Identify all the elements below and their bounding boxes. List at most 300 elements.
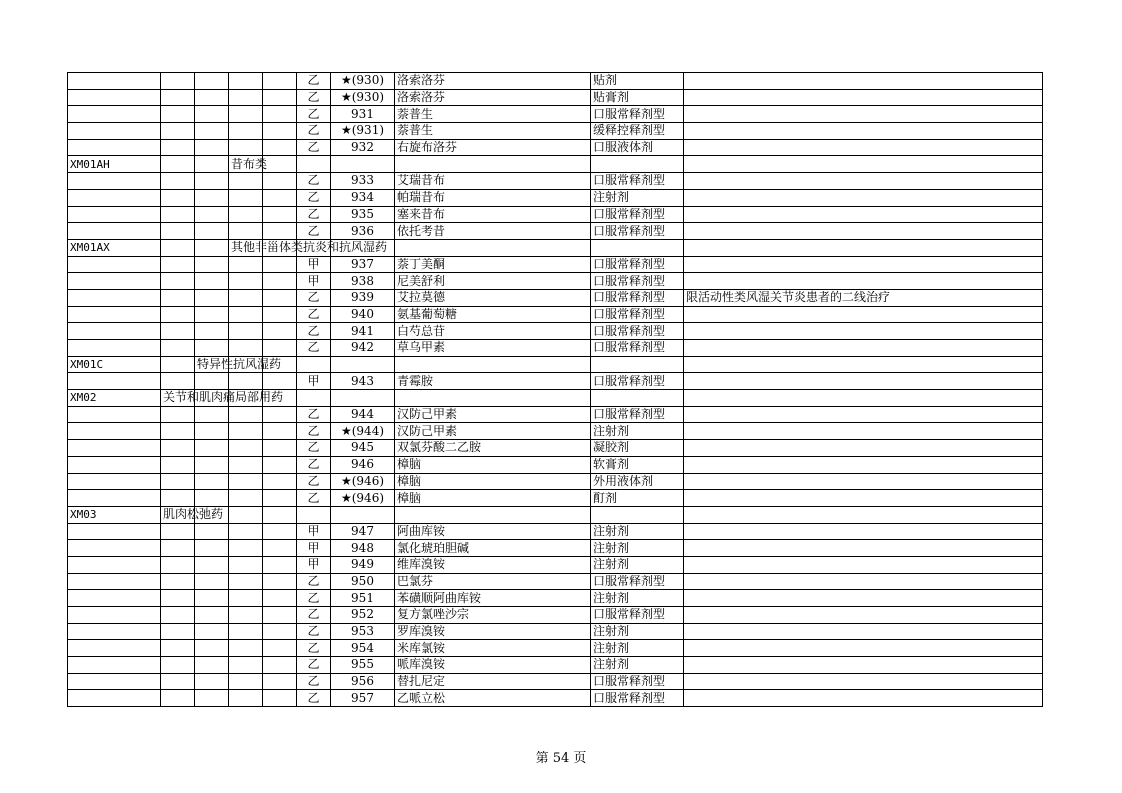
table-row <box>68 123 1043 140</box>
table-row <box>68 607 1043 624</box>
serial-number-cell: ★(946) <box>331 473 395 490</box>
level2-category-cell <box>195 89 229 106</box>
class-cell <box>297 156 331 173</box>
drug-name-cell: 依托考昔 <box>395 223 591 240</box>
remark-cell <box>684 657 1043 674</box>
level3-category-cell <box>229 89 263 106</box>
table-row <box>68 640 1043 657</box>
level2-category-cell <box>195 590 229 607</box>
dosage-form-cell: 注射剂 <box>591 623 684 640</box>
level1-category-cell <box>161 340 195 357</box>
dosage-form-cell: 口服常释剂型 <box>591 106 684 123</box>
drug-name-cell: 艾拉莫德 <box>395 289 591 306</box>
dosage-form-cell <box>591 239 684 256</box>
blank-cell <box>263 139 297 156</box>
drug-name-cell: 樟脑 <box>395 473 591 490</box>
class-cell: 乙 <box>297 123 331 140</box>
dosage-form-cell <box>591 156 684 173</box>
level1-category-cell <box>161 89 195 106</box>
blank-cell <box>263 506 297 523</box>
dosage-form-cell: 注射剂 <box>591 540 684 557</box>
remark-cell <box>684 106 1043 123</box>
remark-cell <box>684 690 1043 707</box>
table-row <box>68 139 1043 156</box>
level3-category-cell <box>229 106 263 123</box>
class-cell: 乙 <box>297 289 331 306</box>
blank-cell <box>263 607 297 624</box>
table-row <box>68 156 1043 173</box>
level3-category-cell <box>229 406 263 423</box>
serial-number-cell: ★(946) <box>331 490 395 507</box>
level2-category-cell <box>195 556 229 573</box>
drug-name-cell: 萘普生 <box>395 123 591 140</box>
class-cell <box>297 506 331 523</box>
drug-name-cell: 洛索洛芬 <box>395 89 591 106</box>
table-row <box>68 373 1043 390</box>
level1-category-cell <box>161 373 195 390</box>
table-row <box>68 223 1043 240</box>
class-cell: 乙 <box>297 89 331 106</box>
blank-cell <box>263 690 297 707</box>
table-row <box>68 590 1043 607</box>
level3-category-cell <box>229 289 263 306</box>
level3-category-cell <box>229 590 263 607</box>
level2-category-cell <box>195 423 229 440</box>
table-row <box>68 573 1043 590</box>
remark-cell <box>684 440 1043 457</box>
drug-name-cell: 阿曲库铵 <box>395 523 591 540</box>
remark-cell <box>684 673 1043 690</box>
drug-name-cell: 右旋布洛芬 <box>395 139 591 156</box>
class-cell: 乙 <box>297 623 331 640</box>
dosage-form-cell <box>591 506 684 523</box>
category-code-cell <box>68 623 161 640</box>
level1-category-cell <box>161 289 195 306</box>
dosage-form-cell: 口服常释剂型 <box>591 573 684 590</box>
blank-cell <box>263 89 297 106</box>
remark-cell <box>684 340 1043 357</box>
table-row <box>68 423 1043 440</box>
level2-category-cell <box>195 657 229 674</box>
level3-category-cell <box>229 256 263 273</box>
level2-category-cell <box>195 607 229 624</box>
category-code-cell <box>68 123 161 140</box>
drug-name-cell: 汉防己甲素 <box>395 423 591 440</box>
category-code-cell <box>68 89 161 106</box>
level1-category-cell <box>161 156 195 173</box>
class-cell: 乙 <box>297 189 331 206</box>
level1-category-cell <box>161 657 195 674</box>
dosage-form-cell: 凝胶剂 <box>591 440 684 457</box>
level2-category-cell <box>195 206 229 223</box>
dosage-form-cell: 口服液体剂 <box>591 139 684 156</box>
level1-category-cell <box>161 673 195 690</box>
serial-number-cell: 950 <box>331 573 395 590</box>
serial-number-cell: 931 <box>331 106 395 123</box>
level2-category-cell <box>195 123 229 140</box>
dosage-form-cell: 注射剂 <box>591 640 684 657</box>
blank-cell <box>263 540 297 557</box>
level3-category-cell <box>229 506 263 523</box>
level2-category-cell <box>195 373 229 390</box>
table-row <box>68 173 1043 190</box>
level3-category-cell <box>229 673 263 690</box>
drug-name-cell: 哌库溴铵 <box>395 657 591 674</box>
drug-name-cell: 萘普生 <box>395 106 591 123</box>
serial-number-cell: 941 <box>331 323 395 340</box>
serial-number-cell: 932 <box>331 139 395 156</box>
dosage-form-cell: 注射剂 <box>591 523 684 540</box>
category-code-cell <box>68 556 161 573</box>
category-code-cell: XM02 <box>68 390 161 407</box>
serial-number-cell: 940 <box>331 306 395 323</box>
blank-cell <box>263 473 297 490</box>
serial-number-cell: 952 <box>331 607 395 624</box>
drug-name-cell: 罗库溴铵 <box>395 623 591 640</box>
blank-cell <box>263 323 297 340</box>
serial-number-cell: 937 <box>331 256 395 273</box>
level1-category-cell <box>161 607 195 624</box>
table-row <box>68 456 1043 473</box>
class-cell: 乙 <box>297 573 331 590</box>
category-code-cell <box>68 256 161 273</box>
table-row <box>68 106 1043 123</box>
serial-number-cell: 955 <box>331 657 395 674</box>
level2-category-cell <box>195 239 229 256</box>
category-code-cell <box>68 306 161 323</box>
level1-category-cell <box>161 206 195 223</box>
dosage-form-cell: 外用液体剂 <box>591 473 684 490</box>
level3-category-cell <box>229 73 263 90</box>
dosage-form-cell: 注射剂 <box>591 189 684 206</box>
category-code-cell <box>68 657 161 674</box>
level1-category-cell <box>161 540 195 557</box>
serial-number-cell: 935 <box>331 206 395 223</box>
dosage-form-cell: 口服常释剂型 <box>591 289 684 306</box>
category-code-cell <box>68 473 161 490</box>
remark-cell <box>684 206 1043 223</box>
remark-cell <box>684 640 1043 657</box>
dosage-form-cell: 口服常释剂型 <box>591 173 684 190</box>
category-code-cell <box>68 640 161 657</box>
category-code-cell <box>68 456 161 473</box>
table-row <box>68 406 1043 423</box>
drug-name-cell: 洛索洛芬 <box>395 73 591 90</box>
category-code-cell <box>68 607 161 624</box>
level3-category-cell <box>229 657 263 674</box>
blank-cell <box>263 156 297 173</box>
level2-category-cell <box>195 623 229 640</box>
level3-category-cell <box>229 373 263 390</box>
drug-name-cell: 乙哌立松 <box>395 690 591 707</box>
drug-name-cell <box>395 506 591 523</box>
drug-name-cell: 草乌甲素 <box>395 340 591 357</box>
level3-category-cell <box>229 690 263 707</box>
dosage-form-cell <box>591 390 684 407</box>
class-cell: 乙 <box>297 323 331 340</box>
blank-cell <box>263 223 297 240</box>
table-row <box>68 206 1043 223</box>
remark-cell <box>684 156 1043 173</box>
level2-category-cell <box>195 173 229 190</box>
level2-category-cell <box>195 456 229 473</box>
level3-category-cell <box>229 123 263 140</box>
dosage-form-cell: 注射剂 <box>591 556 684 573</box>
category-code-cell <box>68 73 161 90</box>
level3-category-cell <box>229 573 263 590</box>
serial-number-cell: ★(944) <box>331 423 395 440</box>
table-row <box>68 89 1043 106</box>
serial-number-cell <box>331 506 395 523</box>
level3-category-cell: 昔布类 <box>229 156 263 173</box>
remark-cell <box>684 607 1043 624</box>
level1-category-cell <box>161 139 195 156</box>
dosage-form-cell: 口服常释剂型 <box>591 340 684 357</box>
serial-number-cell: 949 <box>331 556 395 573</box>
level3-category-cell <box>229 340 263 357</box>
level2-category-cell <box>195 540 229 557</box>
dosage-form-cell: 口服常释剂型 <box>591 256 684 273</box>
level2-category-cell: 特异性抗风湿药 <box>195 356 229 373</box>
serial-number-cell: 948 <box>331 540 395 557</box>
level2-category-cell <box>195 273 229 290</box>
drug-name-cell: 塞来昔布 <box>395 206 591 223</box>
level2-category-cell <box>195 523 229 540</box>
remark-cell <box>684 239 1043 256</box>
level3-category-cell <box>229 623 263 640</box>
blank-cell <box>263 623 297 640</box>
class-cell: 乙 <box>297 423 331 440</box>
dosage-form-cell: 酊剂 <box>591 490 684 507</box>
class-cell: 乙 <box>297 673 331 690</box>
drug-list-table <box>67 72 1043 707</box>
remark-cell <box>684 473 1043 490</box>
table-row <box>68 289 1043 306</box>
serial-number-cell: 946 <box>331 456 395 473</box>
level3-category-cell <box>229 540 263 557</box>
level2-category-cell <box>195 256 229 273</box>
level1-category-cell <box>161 423 195 440</box>
level3-category-cell <box>229 440 263 457</box>
category-code-cell <box>68 423 161 440</box>
class-cell: 甲 <box>297 556 331 573</box>
serial-number-cell: ★(931) <box>331 123 395 140</box>
level3-category-cell <box>229 173 263 190</box>
class-cell: 乙 <box>297 456 331 473</box>
drug-name-cell: 青霉胺 <box>395 373 591 390</box>
class-cell: 乙 <box>297 223 331 240</box>
level1-category-cell <box>161 490 195 507</box>
remark-cell <box>684 590 1043 607</box>
serial-number-cell: 934 <box>331 189 395 206</box>
level1-category-cell <box>161 173 195 190</box>
serial-number-cell: 944 <box>331 406 395 423</box>
level1-category-cell <box>161 640 195 657</box>
serial-number-cell: 951 <box>331 590 395 607</box>
drug-name-cell: 替扎尼定 <box>395 673 591 690</box>
table-row <box>68 273 1043 290</box>
dosage-form-cell: 口服常释剂型 <box>591 273 684 290</box>
category-code-cell <box>68 106 161 123</box>
category-code-cell: XM01AH <box>68 156 161 173</box>
class-cell: 甲 <box>297 373 331 390</box>
class-cell: 乙 <box>297 657 331 674</box>
level1-category-cell <box>161 306 195 323</box>
table-row <box>68 556 1043 573</box>
table-row <box>68 356 1043 373</box>
level2-category-cell <box>195 673 229 690</box>
page-prefix: 第 <box>535 751 549 766</box>
dosage-form-cell: 注射剂 <box>591 423 684 440</box>
blank-cell <box>263 456 297 473</box>
drug-name-cell: 复方氯唑沙宗 <box>395 607 591 624</box>
serial-number-cell: 942 <box>331 340 395 357</box>
level2-category-cell <box>195 690 229 707</box>
level2-category-cell <box>195 289 229 306</box>
level1-category-cell <box>161 406 195 423</box>
level1-category-cell <box>161 73 195 90</box>
level2-category-cell <box>195 73 229 90</box>
drug-name-cell: 樟脑 <box>395 456 591 473</box>
drug-name-cell: 氨基葡萄糖 <box>395 306 591 323</box>
drug-name-cell: 白芍总苷 <box>395 323 591 340</box>
level1-category-cell <box>161 473 195 490</box>
remark-cell <box>684 273 1043 290</box>
level1-category-cell <box>161 573 195 590</box>
dosage-form-cell: 软膏剂 <box>591 456 684 473</box>
remark-cell <box>684 506 1043 523</box>
level3-category-cell <box>229 323 263 340</box>
level1-category-cell: 关节和肌肉痛局部用药 <box>161 390 195 407</box>
class-cell: 乙 <box>297 690 331 707</box>
dosage-form-cell: 口服常释剂型 <box>591 223 684 240</box>
serial-number-cell: ★(930) <box>331 73 395 90</box>
level2-category-cell <box>195 223 229 240</box>
level2-category-cell <box>195 156 229 173</box>
level3-category-cell <box>229 423 263 440</box>
table-row <box>68 690 1043 707</box>
class-cell <box>297 390 331 407</box>
drug-name-cell <box>395 390 591 407</box>
table-row <box>68 390 1043 407</box>
class-cell: 乙 <box>297 473 331 490</box>
blank-cell <box>263 657 297 674</box>
level2-category-cell <box>195 139 229 156</box>
table-row <box>68 506 1043 523</box>
blank-cell <box>263 73 297 90</box>
remark-cell <box>684 623 1043 640</box>
table-row <box>68 490 1043 507</box>
table-row <box>68 523 1043 540</box>
drug-name-cell: 巴氯芬 <box>395 573 591 590</box>
level3-category-cell <box>229 223 263 240</box>
drug-name-cell: 樟脑 <box>395 490 591 507</box>
drug-name-cell: 米库氯铵 <box>395 640 591 657</box>
category-code-cell <box>68 523 161 540</box>
level1-category-cell <box>161 106 195 123</box>
table-body <box>68 73 1043 707</box>
blank-cell <box>263 590 297 607</box>
class-cell: 乙 <box>297 607 331 624</box>
level3-category-cell <box>229 206 263 223</box>
dosage-form-cell: 口服常释剂型 <box>591 306 684 323</box>
dosage-form-cell: 口服常释剂型 <box>591 607 684 624</box>
drug-name-cell: 氯化琥珀胆碱 <box>395 540 591 557</box>
remark-cell <box>684 123 1043 140</box>
category-code-cell: XM01AX <box>68 239 161 256</box>
category-code-cell <box>68 490 161 507</box>
serial-number-cell: 957 <box>331 690 395 707</box>
category-code-cell <box>68 139 161 156</box>
remark-cell <box>684 523 1043 540</box>
drug-name-cell <box>395 156 591 173</box>
blank-cell <box>263 373 297 390</box>
level3-category-cell: 其他非甾体类抗炎和抗风湿药 <box>229 239 263 256</box>
blank-cell <box>263 340 297 357</box>
table-row <box>68 306 1043 323</box>
blank-cell <box>263 106 297 123</box>
class-cell: 乙 <box>297 206 331 223</box>
remark-cell <box>684 423 1043 440</box>
remark-cell <box>684 356 1043 373</box>
level1-category-cell <box>161 189 195 206</box>
class-cell: 乙 <box>297 590 331 607</box>
class-cell: 乙 <box>297 640 331 657</box>
remark-cell <box>684 556 1043 573</box>
blank-cell <box>263 289 297 306</box>
level3-category-cell <box>229 490 263 507</box>
blank-cell <box>263 556 297 573</box>
table-row <box>68 440 1043 457</box>
category-code-cell <box>68 573 161 590</box>
remark-cell <box>684 573 1043 590</box>
table-row <box>68 340 1043 357</box>
dosage-form-cell: 口服常释剂型 <box>591 373 684 390</box>
category-code-cell <box>68 406 161 423</box>
category-code-cell <box>68 289 161 306</box>
level2-category-cell <box>195 189 229 206</box>
category-code-cell <box>68 690 161 707</box>
blank-cell <box>263 256 297 273</box>
level2-category-cell <box>195 323 229 340</box>
table-row <box>68 239 1043 256</box>
drug-name-cell: 帕瑞昔布 <box>395 189 591 206</box>
blank-cell <box>263 640 297 657</box>
level2-category-cell <box>195 573 229 590</box>
dosage-form-cell: 口服常释剂型 <box>591 323 684 340</box>
class-cell: 乙 <box>297 73 331 90</box>
level1-category-cell: 肌肉松弛药 <box>161 506 195 523</box>
remark-cell <box>684 139 1043 156</box>
remark-cell <box>684 490 1043 507</box>
remark-cell <box>684 89 1043 106</box>
level3-category-cell <box>229 607 263 624</box>
class-cell <box>297 356 331 373</box>
drug-name-cell <box>395 239 591 256</box>
serial-number-cell: 938 <box>331 273 395 290</box>
table-row <box>68 73 1043 90</box>
serial-number-cell <box>331 156 395 173</box>
drug-name-cell: 维库溴铵 <box>395 556 591 573</box>
dosage-form-cell: 注射剂 <box>591 590 684 607</box>
level1-category-cell <box>161 523 195 540</box>
level1-category-cell <box>161 623 195 640</box>
dosage-form-cell: 口服常释剂型 <box>591 690 684 707</box>
level1-category-cell <box>161 323 195 340</box>
category-code-cell <box>68 540 161 557</box>
blank-cell <box>263 523 297 540</box>
table-row <box>68 623 1043 640</box>
